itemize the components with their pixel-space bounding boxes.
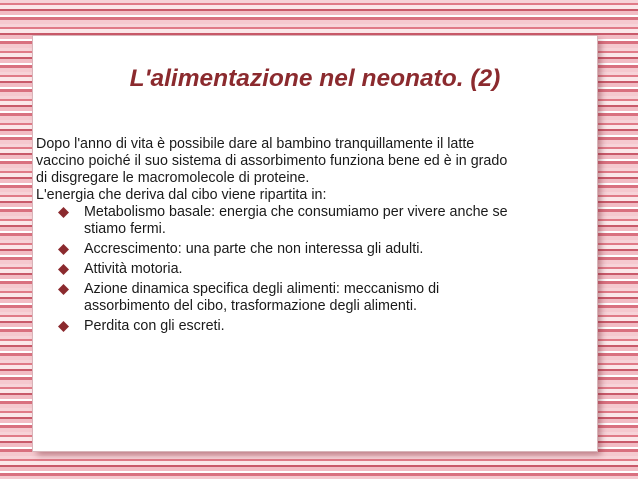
list-item xyxy=(36,204,596,238)
diamond-bullet-icon xyxy=(58,207,69,218)
intro-line: vaccino poiché il suo sistema di assorbimento funziona bene ed è in grado xyxy=(36,153,508,169)
bullet-line: Metabolismo basale: energia che consumiamo per vivere anche se xyxy=(84,204,508,220)
list-item xyxy=(36,318,596,335)
bullet-list xyxy=(36,204,596,335)
slide-body xyxy=(36,136,596,338)
slide xyxy=(33,36,597,451)
diamond-bullet-icon xyxy=(58,264,69,275)
list-item xyxy=(36,261,596,278)
intro-line: di disgregare le macromolecole di proteine. xyxy=(36,170,310,186)
diamond-bullet-icon xyxy=(58,284,69,295)
bullet-line: Attività motoria. xyxy=(84,261,183,277)
bullet-line: Perdita con gli escreti. xyxy=(84,318,225,334)
bullet-line: Azione dinamica specifica degli alimenti: meccanismo di xyxy=(84,281,440,297)
bullet-line: Accrescimento: una parte che non interessa gli adulti. xyxy=(84,241,424,257)
slide-title: L'alimentazione nel neonato. (2) xyxy=(129,65,501,92)
intro-line: L'energia che deriva dal cibo viene ripartita in: xyxy=(36,187,327,203)
list-item xyxy=(36,281,596,315)
list-item xyxy=(36,241,596,258)
intro-paragraph xyxy=(36,136,596,204)
bullet-line: assorbimento del cibo, trasformazione degli alimenti. xyxy=(84,298,417,314)
diamond-bullet-icon xyxy=(58,244,69,255)
intro-line: Dopo l'anno di vita è possibile dare al bambino tranquillamente il latte xyxy=(36,136,475,152)
bullet-line: stiamo fermi. xyxy=(84,221,166,237)
diamond-bullet-icon xyxy=(58,321,69,332)
